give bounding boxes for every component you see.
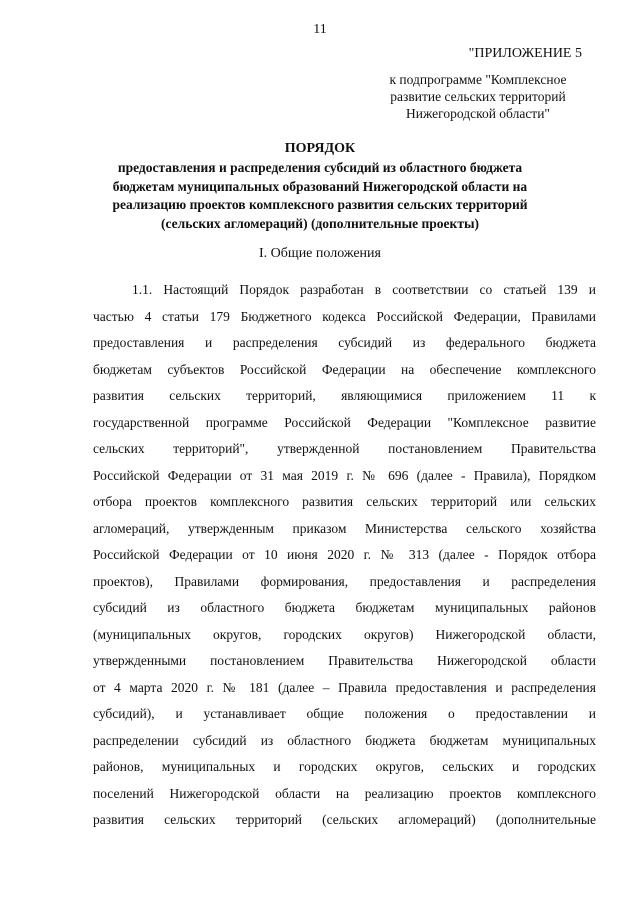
body-line: (муниципальных округов, городских округов) Нижегородской области,: [93, 626, 596, 642]
body-line: предоставления и распределения субсидий из федерального бюджета: [93, 335, 596, 350]
body-line: отбора проектов комплексного развития сельских территорий или сельских: [93, 494, 596, 509]
body-line: 1.1. Настоящий Порядок разработан в соответствии со статьей 139 и: [132, 282, 596, 297]
body-line: агломераций, утвержденным приказом Министерства сельского хозяйства: [93, 520, 596, 536]
section-heading: I. Общие положения: [259, 246, 381, 261]
body-line: проектов), Правилами формирования, предоставления и распределения: [93, 573, 596, 589]
subtitle-line: бюджетам муниципальных образований Нижегородской области на: [112, 178, 528, 194]
subtitle-line: предоставления и распределения субсидий из областного бюджета: [117, 160, 523, 175]
body-paragraph: [93, 277, 596, 834]
body-line: субсидий), и устанавливает общие положения о предоставлении и: [93, 706, 596, 721]
subtitle-line: реализацию проектов комплексного развития сельских территорий: [112, 197, 528, 212]
body-line: бюджетам субъектов Российской Федерации на обеспечение комплексного: [93, 361, 596, 377]
body-line: поселений Нижегородской области на реализацию проектов комплексного: [93, 785, 596, 801]
body-line: развития сельских территорий, являющимися приложением 11 к: [93, 388, 596, 403]
body-line: утвержденными постановлением Правительства Нижегородской области: [93, 653, 596, 668]
annex-title: "ПРИЛОЖЕНИЕ 5: [468, 46, 582, 61]
body-line: субсидий из областного бюджета бюджетам муниципальных районов: [93, 600, 596, 615]
body-line: государственной программе Российской Федерации "Комплексное развитие: [93, 414, 596, 430]
annex-line: развитие сельских территорий: [390, 89, 566, 104]
body-line: Российской Федерации от 31 мая 2019 г. № 696 (далее - Правила), Порядком: [93, 467, 596, 483]
document-title: ПОРЯДОК: [284, 141, 356, 156]
annex-block: [372, 46, 584, 122]
page-number: 11: [313, 22, 327, 37]
body-line: районов, муниципальных и городских округов, сельских и городских: [93, 759, 596, 774]
body-line: Российской Федерации от 10 июня 2020 г. № 313 (далее - Порядок отбора: [93, 547, 596, 562]
body-line: частью 4 статьи 179 Бюджетного кодекса Российской Федерации, Правилами: [93, 308, 596, 324]
body-line: от 4 марта 2020 г. № 181 (далее – Правила предоставления и распределения: [93, 679, 596, 695]
subtitle-line: (сельских агломераций) (дополнительные проекты): [161, 215, 479, 231]
body-line: сельских территорий", утвержденной постановлением Правительства: [93, 441, 596, 456]
body-line: распределении субсидий из областного бюджета бюджетам муниципальных: [93, 732, 596, 748]
body-line: развития сельских территорий (сельских агломераций) (дополнительные: [93, 812, 596, 827]
document-subtitle: [100, 159, 540, 233]
annex-line: к подпрограмме "Комплексное: [389, 72, 567, 87]
annex-line: Нижегородской области": [406, 106, 550, 121]
